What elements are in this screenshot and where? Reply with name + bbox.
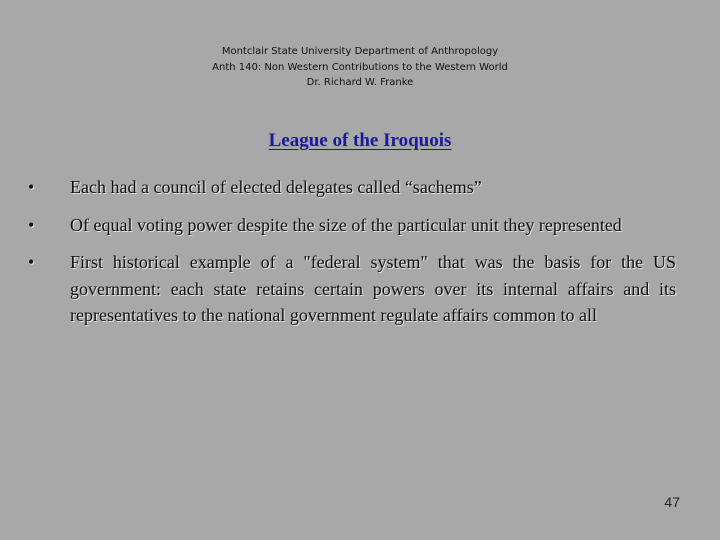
bullet-icon: • — [28, 214, 35, 235]
bullet-item — [28, 212, 676, 239]
bullet-text: Each had a council of elected delegates called “sachems” — [70, 177, 482, 197]
header-line-institution: Montclair State University Department of Anthropology — [221, 46, 499, 57]
page-number: 47 — [664, 494, 680, 510]
bullet-text: First historical example of a "federal system" that was the basis for the US government: each state retains certain powers over its internal affairs and its representatives to the national government regulate affairs common to all — [70, 252, 676, 325]
bullet-icon: • — [28, 252, 35, 272]
header-line-instructor: Dr. Richard W. Franke — [306, 77, 414, 88]
bullet-icon: • — [28, 177, 35, 197]
bullet-text: Of equal voting power despite the size of the particular unit they represented — [70, 214, 622, 235]
slide-title: League of the Iroquois — [268, 130, 452, 151]
course-header — [0, 44, 720, 91]
header-line-course: Anth 140: Non Western Contributions to the Western World — [212, 61, 508, 73]
bullet-list — [28, 174, 676, 340]
bullet-item — [28, 249, 676, 329]
bullet-item — [28, 174, 676, 201]
